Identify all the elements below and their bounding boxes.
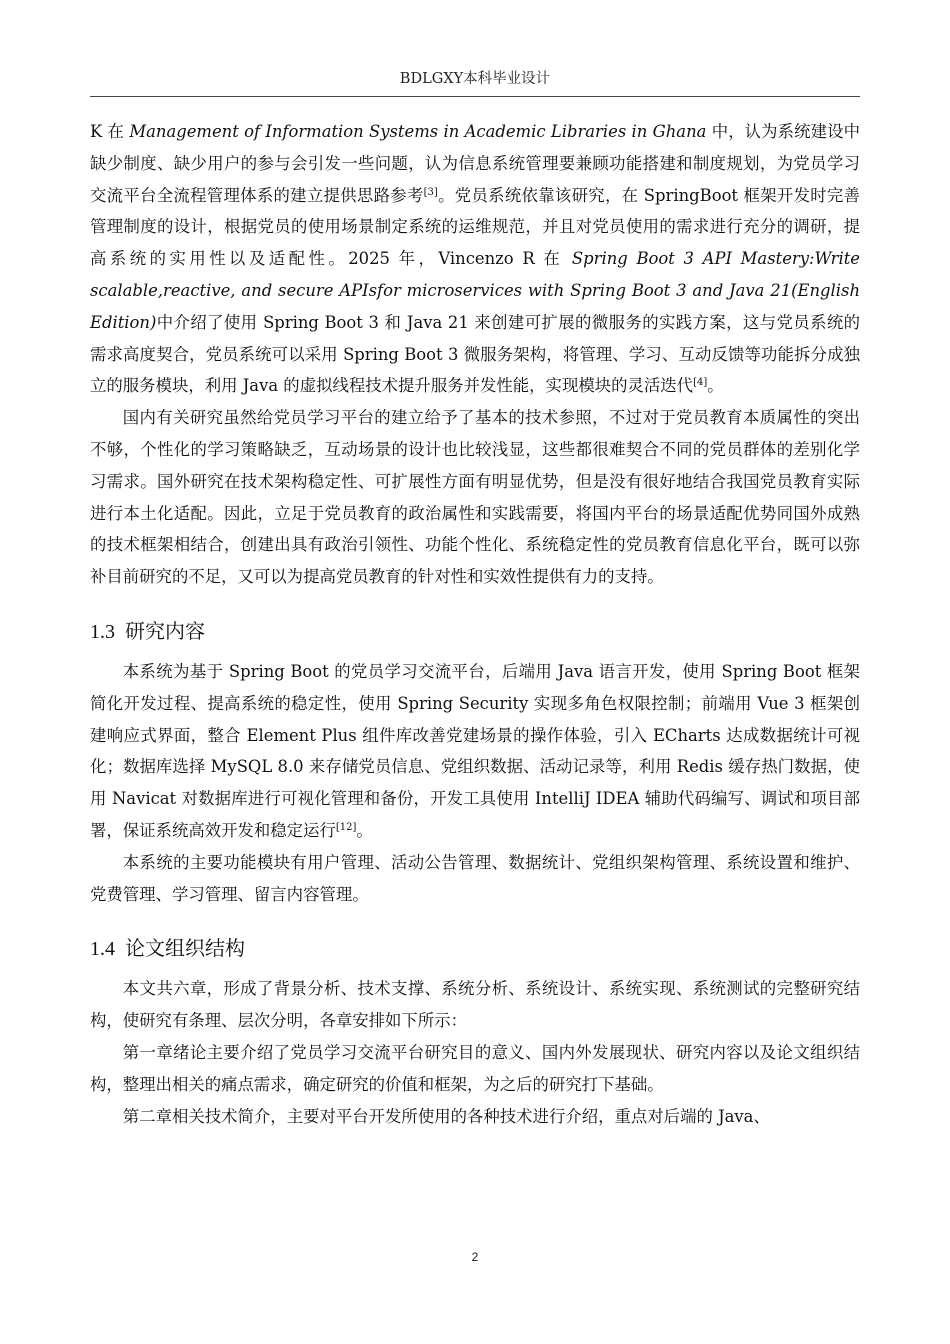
page-body <box>90 116 860 1132</box>
text-run: 本系统为基于 Spring Boot 的党员学习交流平台，后端用 Java 语言开发，使用 Spring Boot 框架简化开发过程、提高系统的稳定性，使用 Spring Security 实现多角色权限控制；前端用 Vue 3 框架创建响应式界面，整合 Element Plus 组件库改善党建场景的操作体验，引入 ECharts 达成数据统计可视化；数据库选择 MySQL 8.0 来存储党员信息、党组织数据、活动记录等，利用 Redis 缓存热门数据，使用 Navicat 对数据库进行可视化管理和备份，开发工具使用 IntelliJ IDEA 辅助代码编写、调试和项目部署，保证系统高效开发和稳定运行 <box>90 661 860 840</box>
citation-ref: [12] <box>335 821 357 833</box>
book-title: Spring Boot 3 API Mastery:Write scalable,reactive, and secure APIsfor microservices with Spring Boot 3 and Java 21(English Edition) <box>90 249 860 332</box>
page-number: 2 <box>471 1250 479 1264</box>
paragraph-literature-summary: 国内有关研究虽然给党员学习平台的建立给予了基本的技术参照，不过对于党员教育本质属性的突出不够，个性化的学习策略缺乏，互动场景的设计也比较浅显，这些都很难契合不同的党员群体的差别化学习需求。国外研究在技术架构稳定性、可扩展性方面有明显优势，但是没有很好地结合我国党员教育实际进行本土化适配。因此，立足于党员教育的政治属性和实践需要，将国内平台的场景适配优势同国外成熟的技术框架相结合，创建出具有政治引领性、功能个性化、系统稳定性的党员教育信息化平台，既可以弥补目前研究的不足，又可以为提高党员教育的针对性和实效性提供有力的支持。 <box>90 408 860 587</box>
paragraph-literature-foreign <box>90 116 860 402</box>
section-number: 1.3 <box>90 620 115 643</box>
section-title: 研究内容 <box>125 618 205 643</box>
running-header: BDLGXY本科毕业设计 <box>399 71 551 87</box>
section-heading-1-3 <box>90 615 860 644</box>
text-run: 。党员系统依靠该研究，在 SpringBoot 框架开发时完善管理制度的设计，根据党员的使用场景制定系统的运维规范，并且对党员使用的需求进行充分的调研，提高系统的实用性以及适配性。2025 年，Vincenzo R 在 <box>90 185 861 269</box>
text-run: 中介绍了使用 Spring Boot 3 和 Java 21 来创建可扩展的微服务的实践方案，这与党员系统的需求高度契合，党员系统可以采用 Spring Boot 3 微服务架构，将管理、学习、互动反馈等功能拆分成独立的服务模块，利用 Java 的虚拟线程技术提升服务并发性能，实现模块的灵活迭代 <box>90 312 860 396</box>
text-run: K 在 <box>90 122 130 141</box>
header-rule <box>90 96 860 97</box>
text-run: 中，认为系统建设中缺少制度、缺少用户的参与会引发一些问题，认为信息系统管理要兼顾功能搭建和制度规划，为党员学习交流平台全流程管理体系的建立提供思路参考 <box>90 122 860 205</box>
paragraph-structure-intro: 本文共六章，形成了背景分析、技术支撑、系统分析、系统设计、系统实现、系统测试的完整研究结构，使研究有条理、层次分明，各章安排如下所示： <box>90 979 860 1031</box>
paragraph-research-content <box>90 656 860 847</box>
book-title: Management of Information Systems in Academic Libraries in Ghana <box>129 122 707 141</box>
section-heading-1-4 <box>90 932 860 961</box>
text-run: 。 <box>707 376 724 396</box>
citation-ref: [3] <box>423 186 438 198</box>
section-title: 论文组织结构 <box>125 936 245 961</box>
paragraph-function-modules: 本系统的主要功能模块有用户管理、活动公告管理、数据统计、党组织架构管理、系统设置和维护、党费管理、学习管理、留言内容管理。 <box>90 852 860 904</box>
paragraph-chapter-1: 第一章绪论主要介绍了党员学习交流平台研究目的意义、国内外发展现状、研究内容以及论文组织结构，整理出相关的痛点需求，确定研究的价值和框架，为之后的研究打下基础。 <box>90 1042 860 1094</box>
section-number: 1.4 <box>90 938 115 961</box>
citation-ref: [4] <box>693 377 708 389</box>
paragraph-chapter-2: 第二章相关技术简介，主要对平台开发所使用的各种技术进行介绍，重点对后端的 Java、 <box>122 1106 770 1126</box>
text-run: 。 <box>356 820 373 840</box>
